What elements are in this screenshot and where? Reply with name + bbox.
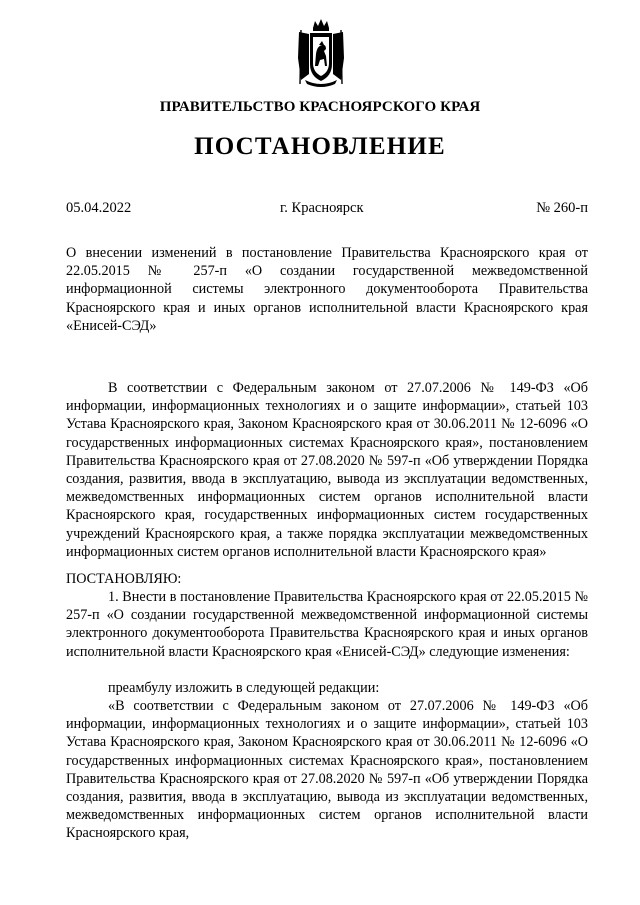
item-1-subparagraph: преамбулу изложить в следующей редакции: [108,680,380,696]
document-subject: О внесении изменений в постановление Правительства Красноярского края от 22.05.2015 № 257-п «О создании государственной межведомственной информационной системы электронного документооборота Правительства Красноярского края и иных органов исполнительной власти Красноярского края «Енисей-СЭД» [66,245,588,334]
quoted-preamble-text: «В соответствии с Федеральным законом от 27.07.2006 № 149-ФЗ «Об информации, информационных технологиях и о защите информации», статьей 103 Устава Красноярского края, Законом Красноярского края от 30.06.2011 № 12-6096 «О государственных информационных системах Красноярского края», постановлением Правительства Красноярского края от 27.08.2020 № 597-п «Об утверждении Порядка создания, развития, ввода в эксплуатацию, вывода из эксплуатации ведомственных, межведомственных информационных систем органов исполнительной власти Красноярского края, [66,698,588,842]
decree-word: ПОСТАНОВЛЯЮ: [66,571,182,587]
government-title: ПРАВИТЕЛЬСТВО КРАСНОЯРСКОГО КРАЯ [159,99,481,115]
item-1-paragraph: 1. Внести в постановление Правительства Красноярского края от 22.05.2015 № 257-п «О создании государственной межведомственной информационной системы электронного документооборота Правительства Красноярского края и иных органов исполнительной власти Красноярского края «Енисей-СЭД» следующие изменения: [66,589,588,660]
document-city: г. Красноярск [280,200,364,216]
document-type-heading: ПОСТАНОВЛЕНИЕ [194,133,446,160]
document-number: № 260-п [536,200,588,216]
coat-of-arms-icon [295,18,347,88]
document-date: 05.04.2022 [66,200,132,216]
preamble-paragraph: В соответствии с Федеральным законом от 27.07.2006 № 149-ФЗ «Об информации, информационных технологиях и о защите информации», статьей 103 Устава Красноярского края, Законом Красноярского края от 30.06.2011 № 12-6096 «О государственных информационных системах Красноярского края», постановлением Правительства Красноярского края от 27.08.2020 № 597-п «Об утверждении Порядка создания, развития, ввода в эксплуатацию, вывода из эксплуатации ведомственных, межведомственных информационных систем органов исполнительной власти Красноярского края, государственных информационных систем государственных учреждений Красноярского края, а также порядка эксплуатации межведомственных информационных систем органов исполнительной власти Красноярского края» [66,380,588,560]
document-meta [66,200,588,220]
